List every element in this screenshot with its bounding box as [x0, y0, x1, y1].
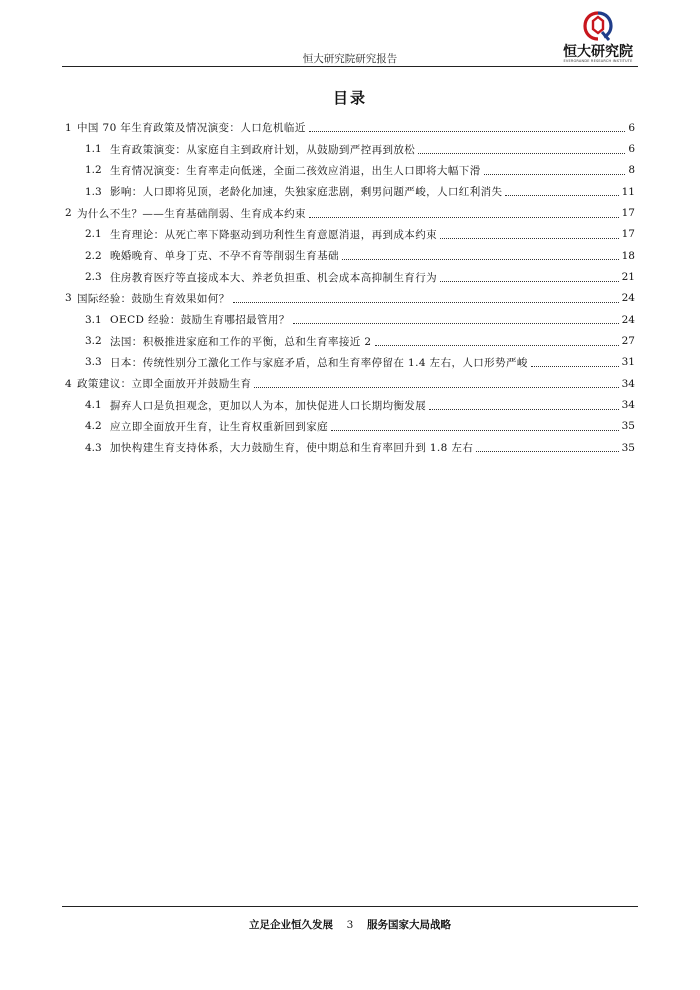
toc-entry-page: 21: [621, 271, 635, 284]
toc-entry-page: 34: [621, 399, 635, 412]
toc-entry[interactable]: [62, 394, 638, 415]
toc-entry-title: 政策建议：立即全面放开并鼓励生育: [77, 378, 252, 391]
toc-entry-page: 18: [621, 249, 635, 262]
toc-entry[interactable]: [62, 266, 638, 287]
dot-leader: [375, 345, 619, 346]
footer-divider: [62, 906, 638, 907]
toc-title: 目录: [332, 89, 367, 107]
toc-entry-title: 生育情况演变：生育率走向低迷，全面二孩效应消退，出生人口即将大幅下滑: [110, 164, 481, 177]
toc-entry-page: 24: [621, 313, 635, 326]
dot-leader: [476, 451, 618, 452]
toc-entry-page: 8: [628, 164, 635, 177]
toc-entry-number: 1.2: [85, 164, 102, 177]
toc-entry[interactable]: [62, 288, 638, 309]
toc-entry-page: 17: [621, 228, 635, 241]
toc-entry-number: 1.1: [85, 143, 102, 156]
toc-entry[interactable]: [62, 138, 638, 159]
toc-entry-number: 4: [65, 377, 72, 390]
toc-entry[interactable]: [62, 181, 638, 202]
toc-entry[interactable]: [62, 437, 638, 458]
toc-entry-page: 34: [621, 377, 635, 390]
toc-entry[interactable]: [62, 416, 638, 437]
toc-entry-title: 中国 70 年生育政策及情况演变：人口危机临近: [77, 122, 306, 135]
dot-leader: [429, 409, 619, 410]
toc-entry-number: 1.3: [85, 185, 102, 198]
toc-entry-number: 4.1: [85, 399, 102, 412]
toc-entry-page: 6: [628, 121, 635, 134]
toc-entry-number: 3: [65, 292, 72, 305]
toc-entry-page: 24: [621, 292, 635, 305]
dot-leader: [342, 259, 619, 260]
toc-entry[interactable]: [62, 160, 638, 181]
table-of-contents: [62, 117, 638, 459]
header-divider: [62, 66, 638, 67]
toc-entry[interactable]: [62, 373, 638, 394]
toc-entry[interactable]: [62, 202, 638, 223]
toc-entry-number: 3.2: [85, 335, 102, 348]
toc-entry-number: 2.1: [85, 228, 102, 241]
page-footer: [0, 917, 700, 932]
logo-text: 恒大研究院: [563, 44, 633, 60]
toc-entry-page: 17: [621, 207, 635, 220]
toc-entry-number: 2.3: [85, 271, 102, 284]
toc-entry-title: 法国：积极推进家庭和工作的平衡，总和生育率接近 2: [110, 335, 372, 348]
dot-leader: [440, 238, 619, 239]
toc-entry[interactable]: [62, 309, 638, 330]
toc-entry-title: 影响：人口即将见顶，老龄化加速，失独家庭悲剧，剩男问题严峻，人口红利消失: [110, 186, 503, 199]
toc-entry-title: OECD 经验：鼓励生育哪招最管用？: [110, 314, 290, 327]
dot-leader: [440, 281, 619, 282]
dot-leader: [254, 387, 618, 388]
toc-entry-title: 国际经验：鼓励生育效果如何？: [77, 292, 230, 305]
toc-entry-title: 住房教育医疗等直接成本大、养老负担重、机会成本高抑制生育行为: [110, 271, 437, 284]
toc-entry[interactable]: [62, 117, 638, 138]
page-number: 3: [346, 918, 354, 931]
toc-entry[interactable]: [62, 330, 638, 351]
toc-entry-page: 31: [621, 356, 635, 369]
toc-entry-number: 4.3: [85, 441, 102, 454]
dot-leader: [531, 366, 619, 367]
dot-leader: [309, 217, 619, 218]
dot-leader: [418, 153, 625, 154]
toc-entry-title: 应立即全面放开生育，让生育权重新回到家庭: [110, 420, 328, 433]
toc-entry-title: 生育理论：从死亡率下降驱动到功利性生育意愿消退，再到成本约束: [110, 228, 437, 241]
logo-icon: [582, 10, 614, 42]
footer-right-slogan: 服务国家大局战略: [367, 919, 451, 931]
toc-entry-number: 2.2: [85, 249, 102, 262]
toc-entry-page: 35: [621, 441, 635, 454]
toc-entry-title: 加快构建生育支持体系，大力鼓励生育，使中期总和生育率回升到 1.8 左右: [110, 442, 474, 455]
dot-leader: [293, 323, 619, 324]
logo-subtitle: EVERGRANDE RESEARCH INSTITUTE: [563, 59, 633, 63]
report-header-title: 恒大研究院研究报告: [302, 53, 398, 65]
footer-left-slogan: 立足企业恒久发展: [249, 919, 333, 931]
toc-entry[interactable]: [62, 352, 638, 373]
dot-leader: [484, 174, 626, 175]
toc-entry-page: 35: [621, 420, 635, 433]
toc-entry-title: 生育政策演变：从家庭自主到政府计划，从鼓励到严控再到放松: [110, 143, 416, 156]
toc-entry[interactable]: [62, 224, 638, 245]
toc-entry-number: 1: [65, 121, 72, 134]
toc-entry-title: 晚婚晚育、单身丁克、不孕不育等削弱生育基础: [110, 250, 339, 263]
dot-leader: [233, 302, 619, 303]
dot-leader: [505, 195, 618, 196]
dot-leader: [309, 131, 626, 132]
dot-leader: [331, 430, 619, 431]
toc-entry-page: 11: [621, 185, 635, 198]
toc-entry-number: 2: [65, 207, 72, 220]
toc-entry-page: 27: [621, 335, 635, 348]
toc-entry-number: 3.3: [85, 356, 102, 369]
toc-entry-title: 摒弃人口是负担观念，更加以人为本，加快促进人口长期均衡发展: [110, 399, 427, 412]
toc-entry-number: 4.2: [85, 420, 102, 433]
toc-entry[interactable]: [62, 245, 638, 266]
toc-entry-number: 3.1: [85, 313, 102, 326]
toc-entry-title: 为什么不生？——生育基础削弱、生育成本约束: [77, 207, 306, 220]
toc-entry-title: 日本：传统性别分工激化工作与家庭矛盾，总和生育率停留在 1.4 左右，人口形势严峻: [110, 356, 528, 369]
toc-entry-page: 6: [628, 143, 635, 156]
